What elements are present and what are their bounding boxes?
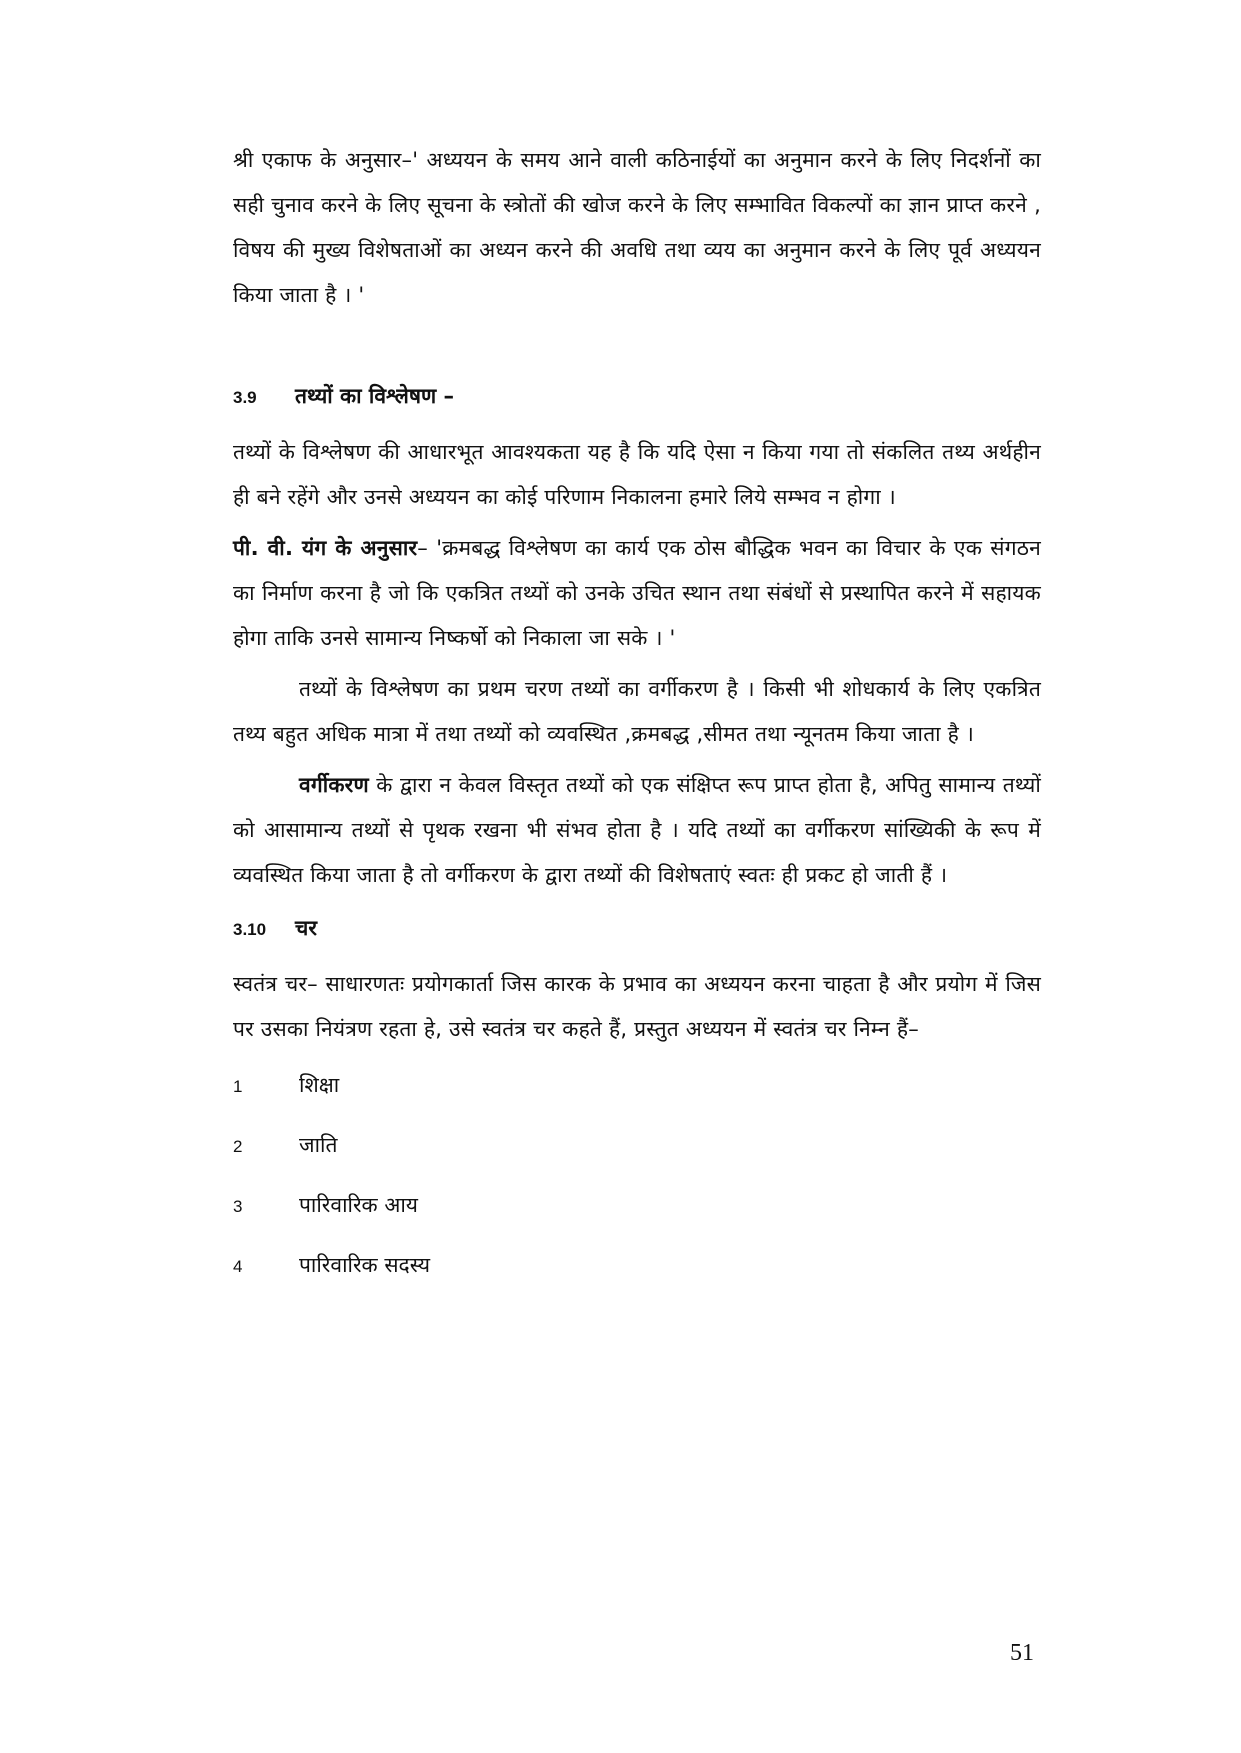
- page-number: 51: [1010, 1640, 1034, 1666]
- list-number: 4: [233, 1257, 243, 1276]
- list-item: [233, 1176, 1041, 1236]
- first-stage-paragraph: तथ्यों के विश्लेषण का प्रथम चरण तथ्यों का वर्गीकरण है । किसी भी शोधकार्य के लिए एकत्रित तथ्य बहुत अधिक मात्रा में तथा तथ्यों को व्यवस्थित ,क्रमबद्ध ,सीमत तथा न्यूनतम किया जाता है ।: [233, 677, 1041, 746]
- list-number: 3: [233, 1197, 243, 1216]
- list-label: पारिवारिक सदस्य: [299, 1253, 431, 1277]
- analysis-need-paragraph: तथ्यों के विश्लेषण की आधारभूत आवश्यकता यह है कि यदि ऐसा न किया गया तो संकलित तथ्य अर्थहीन ही बने रहेंगे और उनसे अध्ययन का कोई परिणाम निकालना हमारे लिये सम्भव न होगा ।: [233, 440, 1041, 509]
- list-label: पारिवारिक आय: [299, 1193, 418, 1217]
- section-number: 3.9: [233, 388, 257, 407]
- list-item: [233, 1056, 1041, 1116]
- list-number: 1: [233, 1077, 243, 1096]
- section-heading-3-9: [233, 374, 1041, 420]
- section-heading-3-10: [233, 906, 1041, 952]
- section-title: तथ्यों का विश्लेषण –: [295, 384, 455, 408]
- variable-list: [233, 1056, 1041, 1296]
- list-item: [233, 1116, 1041, 1176]
- intro-paragraph: श्री एकाफ के अनुसार–' अध्ययन के समय आने वाली कठिनाईयों का अनुमान करने के लिए निदर्शनों का सही चुनाव करने के लिए सूचना के स्त्रोतों की खोज करने के लिए सम्भावित विकल्पों का ज्ञान प्राप्त करने , विषय की मुख्य विशेषताओं का अध्यन करने की अवधि तथा व्यय का अनुमान करने के लिए पूर्व अध्ययन किया जाता है । ': [233, 148, 1041, 307]
- classification-text: के द्वारा न केवल विस्तृत तथ्यों को एक संक्षिप्त रूप प्राप्त होता है, अपितु सामान्य तथ्यों को आसामान्य तथ्यों से पृथक रखना भी संभव होता है । यदि तथ्यों का वर्गीकरण सांख्यिकी के रूप में व्यवस्थित किया जाता है तो वर्गीकरण के द्वारा तथ्यों की विशेषताएं स्वतः ही प्रकट हो जाती हैं ।: [233, 773, 1041, 887]
- list-label: शिक्षा: [299, 1073, 340, 1097]
- young-quote-text: – 'क्रमबद्ध विश्लेषण का कार्य एक ठोस बौद्धिक भवन का विचार के एक संगठन का निर्माण करना है जो कि एकत्रित तथ्यों को उनके उचित स्थान तथा संबंधों से प्रस्थापित करने में सहायक होगा ताकि उनसे सामान्य निष्कर्षो को निकाला जा सके । ': [233, 536, 1041, 650]
- section-title: चर: [295, 916, 317, 940]
- section-number: 3.10: [233, 920, 267, 939]
- document-page: [233, 138, 1041, 1698]
- classification-label: वर्गीकरण: [299, 773, 369, 797]
- list-item: [233, 1236, 1041, 1296]
- young-label: पी. वी. यंग के अनुसार: [233, 536, 418, 560]
- list-label: जाति: [299, 1133, 338, 1157]
- young-quote-paragraph: [233, 526, 1041, 661]
- independent-variable-paragraph: स्वतंत्र चर– साधारणतः प्रयोगकार्ता जिस कारक के प्रभाव का अध्ययन करना चाहता है और प्रयोग में जिस पर उसका नियंत्रण रहता हे, उसे स्वतंत्र चर कहते हैं, प्रस्तुत अध्ययन में स्वतंत्र चर निम्न हैं–: [233, 972, 1041, 1041]
- list-number: 2: [233, 1137, 243, 1156]
- classification-paragraph: [233, 763, 1041, 898]
